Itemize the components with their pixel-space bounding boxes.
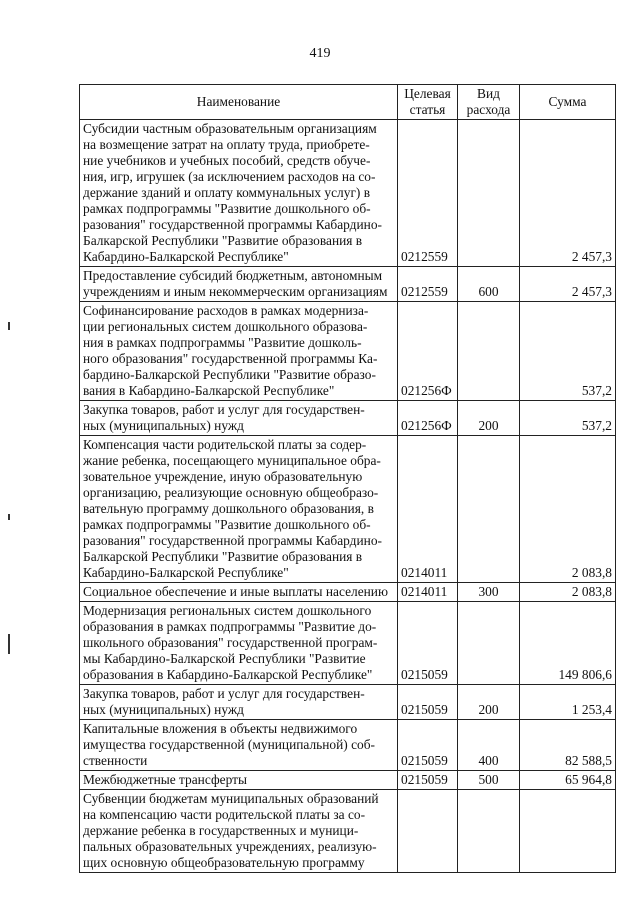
row-type: 500 (458, 771, 520, 790)
row-name-line: Межбюджетные трансферты (83, 772, 247, 787)
row-name-line: Социальное обеспечение и иные выплаты населению (83, 584, 388, 599)
row-type: 200 (458, 401, 520, 436)
row-code: 021256Ф (398, 302, 458, 401)
table-row (80, 267, 616, 302)
row-sum (520, 790, 616, 873)
row-type (458, 790, 520, 873)
row-name-line: держание ребенка в государственных и муници- (83, 823, 359, 838)
row-name (80, 436, 398, 583)
row-name-line: Закупка товаров, работ и услуг для государствен- (83, 402, 365, 417)
row-name-line: вательную программу дошкольного образования, в (83, 501, 374, 516)
table-body (80, 120, 616, 873)
row-code: 021256Ф (398, 401, 458, 436)
row-name-line: рамках подпрограммы "Развитие дошкольного об- (83, 517, 371, 532)
row-sum: 537,2 (520, 302, 616, 401)
scan-margin-mark (8, 322, 10, 330)
row-type (458, 602, 520, 685)
row-code: 0215059 (398, 602, 458, 685)
header-type: Вид расхода (458, 85, 520, 120)
row-name-line: щих основную общеобразовательную программу (83, 855, 365, 870)
row-name-line: Субвенции бюджетам муниципальных образований (83, 791, 379, 806)
table-row (80, 685, 616, 720)
row-name-line: разования" государственной программы Кабардино- (83, 217, 382, 232)
row-name-line: вания в Кабардино-Балкарской Республике" (83, 383, 335, 398)
row-code: 0214011 (398, 583, 458, 602)
header-code: Целевая статья (398, 85, 458, 120)
row-name-line: держание зданий и оплату коммунальных услуг) в (83, 185, 371, 200)
row-type (458, 120, 520, 267)
row-code: 0214011 (398, 436, 458, 583)
row-name-line: мы Кабардино-Балкарской Республики "Развитие (83, 651, 366, 666)
row-name-line: ных (муниципальных) нужд (83, 702, 244, 717)
table-row (80, 302, 616, 401)
table-row (80, 583, 616, 602)
row-name-line: ственности (83, 753, 148, 768)
row-name-line: образования в рамках подпрограммы "Развитие до- (83, 619, 377, 634)
row-code: 0212559 (398, 267, 458, 302)
row-name-line: жание ребенка, посещающего муниципальное обра- (83, 453, 381, 468)
table-row (80, 602, 616, 685)
row-type: 300 (458, 583, 520, 602)
row-name-line: учреждениям и иным некоммерческим организациям (83, 284, 388, 299)
row-name-line: Субсидии частным образовательным организациям (83, 121, 377, 136)
row-name-line: Компенсация части родительской платы за содер- (83, 437, 367, 452)
row-name (80, 583, 398, 602)
row-name (80, 771, 398, 790)
table-row (80, 720, 616, 771)
row-name (80, 267, 398, 302)
row-code (398, 790, 458, 873)
table-row (80, 771, 616, 790)
row-type: 400 (458, 720, 520, 771)
table-row (80, 790, 616, 873)
row-name-line: Балкарской Республики "Развитие образования в (83, 549, 363, 564)
row-name-line: разования" государственной программы Кабардино- (83, 533, 382, 548)
row-name-line: рамках подпрограммы "Развитие дошкольного об- (83, 201, 371, 216)
header-sum: Сумма (520, 85, 616, 120)
row-code: 0212559 (398, 120, 458, 267)
row-name-line: Кабардино-Балкарской Республике" (83, 565, 289, 580)
row-sum: 2 083,8 (520, 436, 616, 583)
row-type: 200 (458, 685, 520, 720)
table-row (80, 401, 616, 436)
row-name-line: Софинансирование расходов в рамках модерниза- (83, 303, 369, 318)
row-name-line: Кабардино-Балкарской Республике" (83, 249, 289, 264)
row-name-line: ных (муниципальных) нужд (83, 418, 244, 433)
row-name-line: имущества государственной (муниципальной) соб- (83, 737, 375, 752)
row-name-line: организацию, реализующие основную общеобразо- (83, 485, 379, 500)
scan-margin-mark (8, 634, 10, 654)
row-type (458, 302, 520, 401)
row-sum: 1 253,4 (520, 685, 616, 720)
row-sum: 2 457,3 (520, 120, 616, 267)
table-header-row (80, 85, 616, 120)
row-name-line: Модернизация региональных систем дошкольного (83, 603, 372, 618)
table-row (80, 436, 616, 583)
row-code: 0215059 (398, 720, 458, 771)
row-name-line: на компенсацию части родительской платы за со- (83, 807, 366, 822)
table-row (80, 120, 616, 267)
header-name: Наименование (80, 85, 398, 120)
row-name-line: пальных образовательных учреждениях, реализую- (83, 839, 377, 854)
row-name-line: на возмещение затрат на оплату труда, приобрете- (83, 137, 370, 152)
row-name-line: Предоставление субсидий бюджетным, автономным (83, 268, 383, 283)
row-name (80, 685, 398, 720)
row-name (80, 120, 398, 267)
row-code: 0215059 (398, 685, 458, 720)
row-name-line: бардино-Балкарской Республики "Развитие образо- (83, 367, 376, 382)
row-name-line: образования в Кабардино-Балкарской Республике" (83, 667, 373, 682)
row-name (80, 401, 398, 436)
row-sum: 2 457,3 (520, 267, 616, 302)
row-name-line: ния, игр, игрушек (за исключением расходов на со- (83, 169, 376, 184)
scan-margin-mark (8, 514, 10, 520)
row-name-line: Капитальные вложения в объекты недвижимого (83, 721, 358, 736)
row-sum: 82 588,5 (520, 720, 616, 771)
row-name-line: Балкарской Республики "Развитие образования в (83, 233, 363, 248)
row-sum: 2 083,8 (520, 583, 616, 602)
row-name-line: зовательное учреждение, иную образовательную (83, 469, 363, 484)
row-sum: 149 806,6 (520, 602, 616, 685)
budget-table (79, 84, 616, 873)
row-name-line: школьного образования" государственной програм- (83, 635, 378, 650)
row-name-line: ния в рамках подпрограммы "Развитие дошколь- (83, 335, 362, 350)
row-sum: 537,2 (520, 401, 616, 436)
row-name-line: ного образования" государственной программы Ка- (83, 351, 378, 366)
row-name-line: ции региональных систем дошкольного образова- (83, 319, 368, 334)
row-name (80, 302, 398, 401)
row-sum: 65 964,8 (520, 771, 616, 790)
row-type: 600 (458, 267, 520, 302)
row-name-line: ние учебников и учебных пособий, средств обуче- (83, 153, 371, 168)
row-name (80, 602, 398, 685)
row-name-line: Закупка товаров, работ и услуг для государствен- (83, 686, 365, 701)
row-type (458, 436, 520, 583)
row-code: 0215059 (398, 771, 458, 790)
page-number: 419 (309, 46, 331, 61)
row-name (80, 790, 398, 873)
row-name (80, 720, 398, 771)
